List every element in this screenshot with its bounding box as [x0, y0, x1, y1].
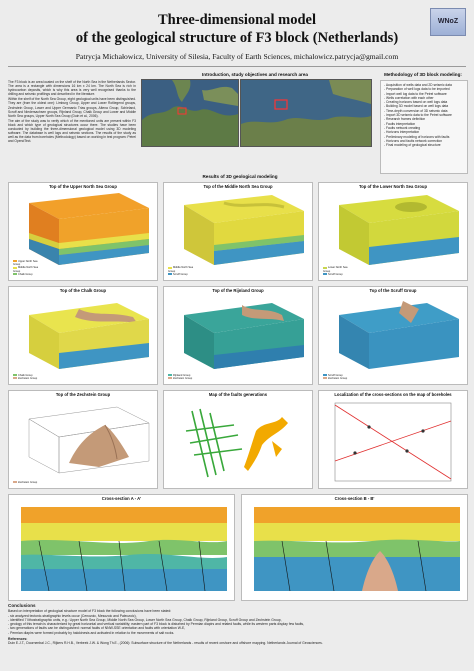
- legend-swatch: [13, 273, 17, 275]
- legend-swatch: [323, 273, 327, 275]
- methodology-item: - Horizons and faults network correction: [384, 138, 443, 143]
- model-panel-middle-north-sea: [163, 182, 313, 281]
- legend-swatch: [323, 267, 327, 269]
- conclusions-heading: Conclusions: [8, 603, 36, 608]
- legend-swatch: [13, 377, 17, 379]
- legend-swatch: [168, 374, 172, 376]
- legend-item: [13, 273, 43, 276]
- model-panel-upper-north-sea: [8, 182, 158, 281]
- legend-label: Scruff Group: [328, 272, 343, 276]
- conclusion-line: Based on interpretation of geological structure model of F3 block the following conclusions have been stated:: [8, 609, 172, 614]
- legend-swatch: [168, 377, 172, 379]
- panel-title: Top of the Zechstein Group: [55, 392, 111, 397]
- intro-heading: Introduction, study objectives and research area: [202, 72, 308, 77]
- legend-item: [13, 377, 43, 380]
- legend-swatch: [323, 374, 327, 376]
- legend-label: Chalk Group: [18, 272, 33, 276]
- panel-legend: [13, 374, 43, 380]
- legend-label: Zechstein Group: [18, 480, 38, 484]
- conclusion-line: - geology of this terrain is characterized by great horizontal and vertical variability; eastern part of F3 block is disturbed by Permian diapirs and related faults, while its western parts display few faults,: [8, 622, 305, 627]
- legend-item: [168, 273, 198, 276]
- model-panel-zechstein: [8, 390, 158, 489]
- faults-generations-map: [163, 390, 313, 489]
- legend-label: Zechstein Group: [328, 376, 348, 380]
- results-heading: Results of 3D geological modeling: [202, 174, 278, 179]
- panel-title: Map of the faults generations: [208, 392, 268, 397]
- legend-swatch: [13, 267, 17, 269]
- legend-swatch: [13, 481, 17, 483]
- methodology-list: [381, 81, 467, 149]
- logo-text: WNoZ: [437, 18, 459, 25]
- legend-item: [168, 377, 198, 380]
- panel-legend: [168, 374, 198, 380]
- legend-label: Middle North Sea Group: [13, 266, 39, 273]
- methodology-item: - Horizons interpretation: [384, 130, 420, 135]
- legend-item: [323, 377, 353, 380]
- panel-legend: [323, 266, 353, 276]
- methodology-item: - Preliminary modeling of horizons with faults: [384, 134, 450, 139]
- methodology-box: [380, 80, 468, 174]
- conclusion-line: - two generations of faults can be distinguished: normal faults of NNW-SSE orientation and faults with orientation W-E,: [8, 626, 186, 631]
- legend-item: [323, 273, 353, 276]
- cross-section-b: [241, 494, 468, 601]
- methodology-item: - Final modeling of geological structure: [384, 143, 441, 148]
- panel-legend: [323, 374, 353, 380]
- legend-label: Zechstein Group: [18, 376, 38, 380]
- legend-swatch: [168, 273, 172, 275]
- header-divider: [8, 66, 466, 67]
- legend-label: Middle North Sea Group: [168, 266, 194, 273]
- panel-title: Top of the Lower North Sea Group: [358, 184, 428, 189]
- panel-title: Top of the Chalk Group: [59, 288, 107, 293]
- intro-paragraph: The aim of the study was to verify which of the mentioned units are present within F3 block and which type of geological structures occur there. The studies have been conducted by building the three-dimensional geological model using 3D modeling software. The database is well logs and seismic sections. The results of the study as well as the data from boreholes (Methodology) based on working in test program: Petrel and OpendTect.: [8, 118, 136, 144]
- poster-title-line2: of the geological structure of F3 block (Netherlands): [75, 30, 399, 46]
- legend-label: Upper North Sea Group: [13, 259, 38, 267]
- legend-label: Rijnland Group: [173, 373, 191, 377]
- model-panel-scruff: [318, 286, 468, 385]
- legend-swatch: [168, 267, 172, 269]
- cross-section-title: Cross-section B - B': [334, 496, 375, 501]
- poster-title-line1: Three-dimensional model: [157, 12, 317, 28]
- legend-label: Chalk Group: [18, 373, 33, 377]
- model-panel-lower-north-sea: [318, 182, 468, 281]
- cross-section-a: [8, 494, 235, 601]
- conclusion-line: - identified 7 lithostratigraphic units, e.g.: Upper North Sea Group, Middle North Sea Group, Lower North Sea Group, Chalk Group, Rijnland Group, Scruff Group and Zechstein Group,: [8, 617, 282, 622]
- panel-title: Top of the Middle North Sea Group: [203, 184, 273, 189]
- panel-title: Top of the Scruff Group: [369, 288, 417, 293]
- intro-paragraph: Within the shelf of the North Sea Group, eight geological units have been distinguished. They are (from the oldest one): Limburg Group, Upper and Lower Rotliegend groups, Zechstein Group, Lower and Upper Germanic Trias groups, Altena Group, Schieland, Scruff and Niedersachsen groups, Rijnland Group, Chalk Group and Lower and Middle North Sea groups, Upper North Sea Group (Duin et al., 2006).: [8, 97, 136, 118]
- authors-line: Patrycja Michałowicz, University of Silesia, Faculty of Earth Sciences, michalowicz.patrycja@gmail.com: [75, 52, 399, 61]
- model-panel-rijnland: [163, 286, 313, 385]
- panel-title: Top of the Upper North Sea Group: [49, 184, 117, 189]
- methodology-item: - Building 3D model based on well logs data: [384, 104, 449, 109]
- location-map-europe: [141, 79, 239, 147]
- methodology-heading: Methodology of 3D block modeling:: [384, 72, 462, 77]
- legend-item: [13, 481, 43, 484]
- methodology-item: - Wells correlation with each other: [384, 95, 434, 100]
- legend-label: Scruff Group: [173, 272, 188, 276]
- legend-label: Scruff Group: [328, 373, 343, 377]
- conclusion-line: - Permian diapirs were formed probably by halokinesis and activated in relation to the movements of salt rocks.: [8, 630, 175, 635]
- methodology-item: - Faults network creating: [384, 125, 421, 130]
- panel-title: Top of the Rijnland Group: [212, 288, 264, 293]
- panel-legend: [13, 481, 43, 484]
- conclusions-section: [8, 604, 466, 646]
- cross-sections-location-map: [318, 390, 468, 489]
- references-text: Duin E.J.T., Doornenbal J.C., Rijkers R.H.B., Verbeek J.W. & Wong Th.E., (2006): Subsurface structure of the Netherlands - results of recent onshore and offshore mapping. Netherlands Journal of Geosciences.: [8, 641, 323, 646]
- legend-swatch: [13, 374, 17, 376]
- legend-label: Lower North Sea Group: [323, 266, 348, 273]
- location-map-f3-block: [240, 79, 372, 147]
- cross-section-title: Cross-section A - A': [101, 496, 142, 501]
- model-panel-chalk: [8, 286, 158, 385]
- intro-text: [8, 80, 136, 143]
- intro-paragraph: The F3 block is an area located on the shelf of the North Sea in the Netherlands Sector. The area is a rectangle with dimensions 16 km x 24 km. The North Sea is rich in hydrocarbon deposits, which is why this area is very well recognised thanks to the drilling and seismic profilings and described in the literature.: [8, 80, 136, 97]
- methodology-item: - Acquisition of wells data and 2D seismic data: [384, 83, 452, 87]
- methodology-item: - Research frames definition: [384, 117, 426, 122]
- panel-legend: [13, 260, 43, 276]
- conclusion-line: - six analyzed tectonic-stratigraphic levels occur (Cenozoic, Mesozoic and Paleozoic),: [8, 613, 137, 618]
- methodology-item: - Creating horizons based on well logs data: [384, 100, 448, 105]
- methodology-item: - Time-depth conversion of 3D seismic data: [384, 108, 448, 113]
- references-heading: References:: [8, 637, 28, 642]
- methodology-item: - Preparation of well logs data to be imported: [384, 87, 450, 92]
- panel-legend: [168, 266, 198, 276]
- legend-label: Zechstein Group: [173, 376, 193, 380]
- methodology-item: - Import well log data to the Petrel software: [384, 91, 447, 96]
- panel-title: Localization of the cross-sections on the map of boreholes: [334, 392, 452, 397]
- methodology-item: - Faults interpretation: [384, 121, 416, 126]
- legend-swatch: [323, 377, 327, 379]
- methodology-item: - Import 3D seismic data to the Petrel software: [384, 113, 452, 118]
